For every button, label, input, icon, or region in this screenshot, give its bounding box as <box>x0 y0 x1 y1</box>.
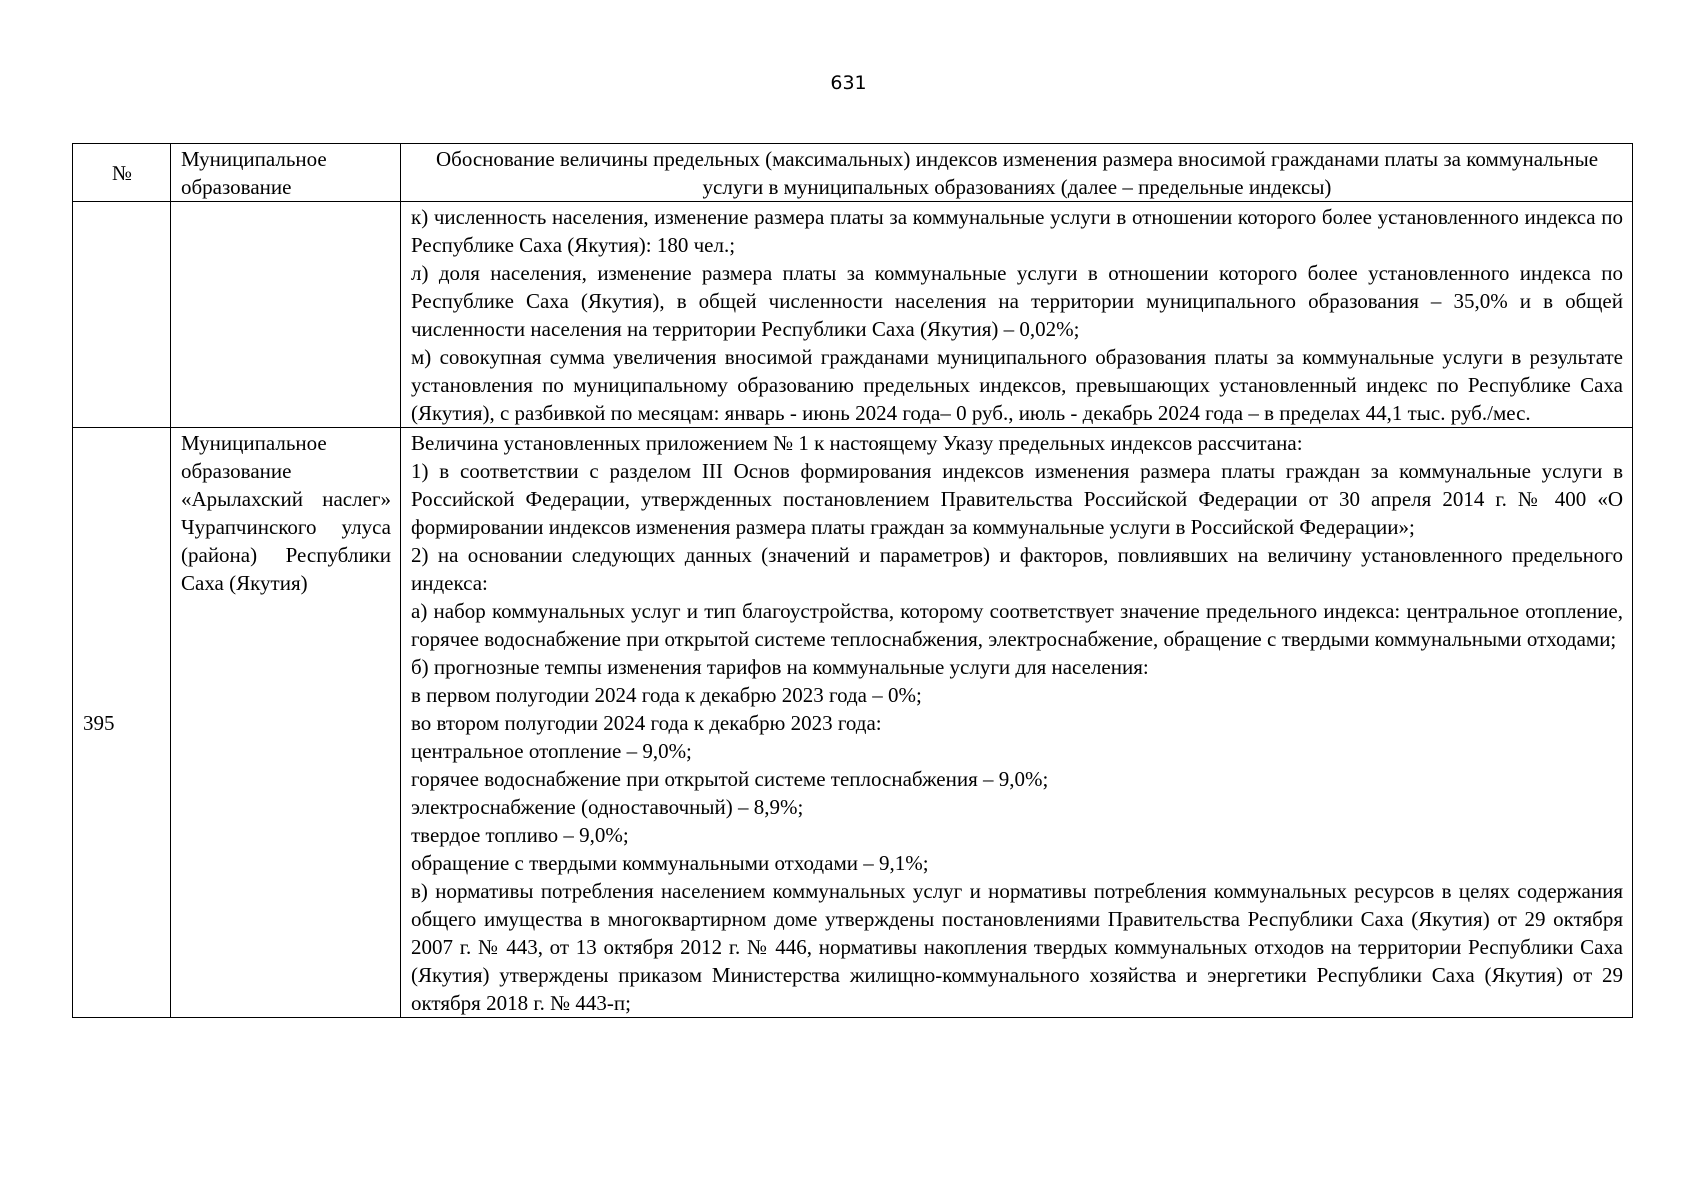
paragraph-solid-fuel: твердое топливо – 9,0%; <box>411 823 629 847</box>
paragraph-electricity: электроснабжение (одноставочный) – 8,9%; <box>411 795 804 819</box>
table-row <box>73 428 1633 1018</box>
paragraph-v: в) нормативы потребления населением коммунальных услуг и нормативы потребления коммунальных ресурсов в целях содержания общего имущества в многоквартирном доме утверждены постановлениями Правительства Республики Саха (Якутия) от 29 октября 2007 г. № 443, от 13 октября 2012 г. № 446, нормативы накопления твердых коммунальных отходов на территории Республики Саха (Якутия) утверждены приказом Министерства жилищно-коммунального хозяйства и энергетики Республики Саха (Якутия) от 29 октября 2018 г. № 443-п; <box>411 879 1623 1015</box>
paragraph-heating: центральное отопление – 9,0%; <box>411 739 692 763</box>
justification-cell <box>401 202 1633 428</box>
row-number-cell <box>73 202 171 428</box>
paragraph-intro: Величина установленных приложением № 1 к настоящему Указу предельных индексов рассчитана: <box>411 431 1303 455</box>
table-header-row <box>73 144 1633 202</box>
municipality-cell: Муниципальное образование «Арылахский наслег» Чурапчинского улуса (района) Республики Саха (Якутия) <box>171 428 401 1018</box>
paragraph-a: а) набор коммунальных услуг и тип благоустройства, которому соответствует значение предельного индекса: центральное отопление, горячее водоснабжение при открытой системе теплоснабжения, электроснабжение, обращение с твердыми коммунальными отходами; <box>411 599 1623 651</box>
paragraph-b-second-half: во втором полугодии 2024 года к декабрю 2023 года: <box>411 711 882 735</box>
column-header-municipality: Муниципальное образование <box>171 144 401 202</box>
municipality-cell <box>171 202 401 428</box>
column-header-number: № <box>73 144 171 202</box>
page-number: 631 <box>830 72 867 94</box>
row-number-cell: 395 <box>73 428 171 1018</box>
paragraph-2: 2) на основании следующих данных (значений и параметров) и факторов, повлиявших на величину установленного предельного индекса: <box>411 543 1623 595</box>
justification-cell <box>401 428 1633 1018</box>
paragraph-l: л) доля населения, изменение размера платы за коммунальные услуги в отношении которого более установленного индекса по Республике Саха (Якутия), в общей численности населения на территории муниципального образования – 35,0% и в общей численности населения на территории Республики Саха (Якутия) – 0,02%; <box>411 261 1623 341</box>
table-row <box>73 202 1633 428</box>
column-header-justification: Обоснование величины предельных (максимальных) индексов изменения размера вносимой гражданами платы за коммунальные услуги в муниципальных образованиях (далее – предельные индексы) <box>401 144 1633 202</box>
justification-table <box>72 143 1633 1018</box>
paragraph-b-first-half: в первом полугодии 2024 года к декабрю 2023 года – 0%; <box>411 683 922 707</box>
paragraph-waste: обращение с твердыми коммунальными отходами – 9,1%; <box>411 851 929 875</box>
paragraph-b: б) прогнозные темпы изменения тарифов на коммунальные услуги для населения: <box>411 655 1149 679</box>
paragraph-hot-water: горячее водоснабжение при открытой системе теплоснабжения – 9,0%; <box>411 767 1049 791</box>
paragraph-1: 1) в соответствии с разделом III Основ формирования индексов изменения размера платы граждан за коммунальные услуги в Российской Федерации, утвержденных постановлением Правительства Российской Федерации от 30 апреля 2014 г. № 400 «О формировании индексов изменения размера платы граждан за коммунальные услуги в Российской Федерации»; <box>411 459 1623 539</box>
paragraph-m: м) совокупная сумма увеличения вносимой гражданами муниципального образования платы за коммунальные услуги в результате установления по муниципальному образованию предельных индексов, превышающих установленный индекс по Республике Саха (Якутия), с разбивкой по месяцам: январь - июнь 2024 года– 0 руб., июль - декабрь 2024 года – в пределах 44,1 тыс. руб./мес. <box>411 345 1623 425</box>
paragraph-k: к) численность населения, изменение размера платы за коммунальные услуги в отношении которого более установленного индекса по Республике Саха (Якутия): 180 чел.; <box>411 205 1623 257</box>
